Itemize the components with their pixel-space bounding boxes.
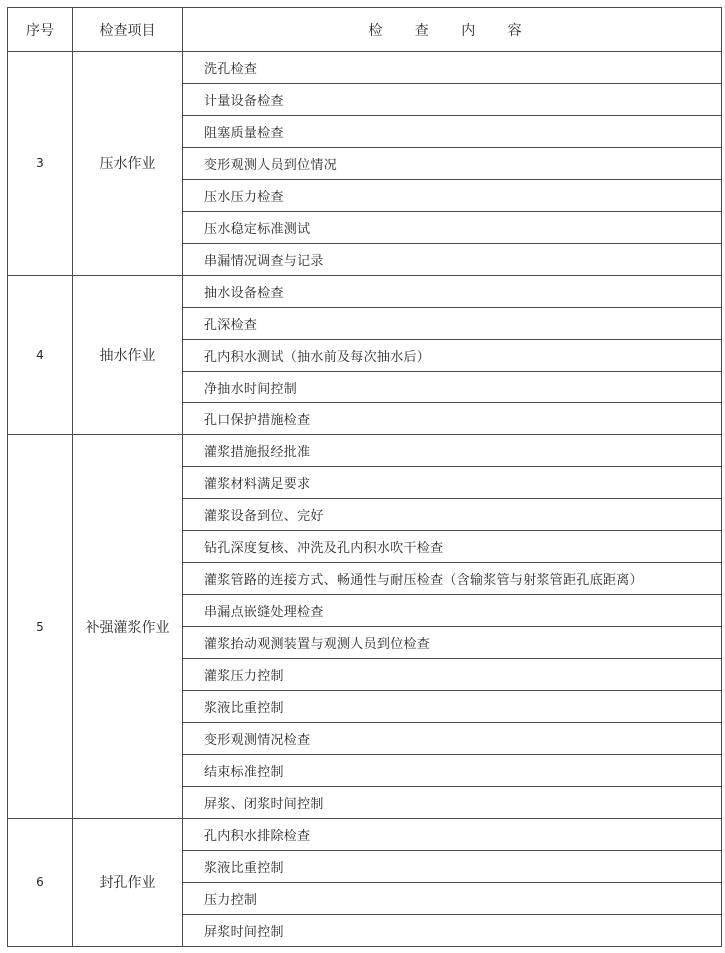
content-cell: 孔内积水排除检查: [183, 818, 722, 850]
inspection-table: [7, 7, 722, 947]
content-cell: 灌浆设备到位、完好: [183, 499, 722, 531]
content-cell: 灌浆管路的连接方式、畅通性与耐压检查（含输浆管与射浆管距孔底距离）: [183, 563, 722, 595]
content-cell: 结束标准控制: [183, 754, 722, 786]
seq-cell: 3: [8, 52, 73, 276]
seq-cell: 4: [8, 275, 73, 435]
header-row: [8, 8, 722, 52]
content-cell: 净抽水时间控制: [183, 371, 722, 403]
content-cell: 压水稳定标准测试: [183, 211, 722, 243]
content-cell: 钻孔深度复核、冲洗及孔内积水吹干检查: [183, 531, 722, 563]
header-seq: 序号: [8, 8, 73, 52]
table-row: [8, 435, 722, 467]
content-cell: 屏浆、闭浆时间控制: [183, 786, 722, 818]
content-cell: 阻塞质量检查: [183, 115, 722, 147]
seq-cell: 6: [8, 818, 73, 946]
content-cell: 串漏情况调查与记录: [183, 243, 722, 275]
content-cell: 变形观测情况检查: [183, 723, 722, 755]
content-cell: 串漏点嵌缝处理检查: [183, 595, 722, 627]
content-cell: 计量设备检查: [183, 83, 722, 115]
content-cell: 灌浆压力控制: [183, 659, 722, 691]
table-row: [8, 818, 722, 850]
content-cell: 浆液比重控制: [183, 691, 722, 723]
item-cell: 压水作业: [73, 52, 183, 276]
item-cell: 封孔作业: [73, 818, 183, 946]
header-item: 检查项目: [73, 8, 183, 52]
content-cell: 抽水设备检查: [183, 275, 722, 307]
content-cell: 孔深检查: [183, 307, 722, 339]
header-content: 检 查 内 容: [183, 8, 722, 52]
table-row: [8, 52, 722, 84]
item-cell: 抽水作业: [73, 275, 183, 435]
content-cell: 浆液比重控制: [183, 850, 722, 882]
content-cell: 灌浆抬动观测装置与观测人员到位检查: [183, 627, 722, 659]
content-cell: 屏浆时间控制: [183, 914, 722, 946]
table-row: [8, 275, 722, 307]
seq-cell: 5: [8, 435, 73, 818]
content-cell: 灌浆措施报经批准: [183, 435, 722, 467]
content-cell: 灌浆材料满足要求: [183, 467, 722, 499]
content-cell: 洗孔检查: [183, 52, 722, 84]
content-cell: 孔口保护措施检查: [183, 403, 722, 435]
content-cell: 变形观测人员到位情况: [183, 147, 722, 179]
item-cell: 补强灌浆作业: [73, 435, 183, 818]
content-cell: 孔内积水测试（抽水前及每次抽水后）: [183, 339, 722, 371]
content-cell: 压水压力检查: [183, 179, 722, 211]
table-body: [8, 52, 722, 947]
content-cell: 压力控制: [183, 882, 722, 914]
